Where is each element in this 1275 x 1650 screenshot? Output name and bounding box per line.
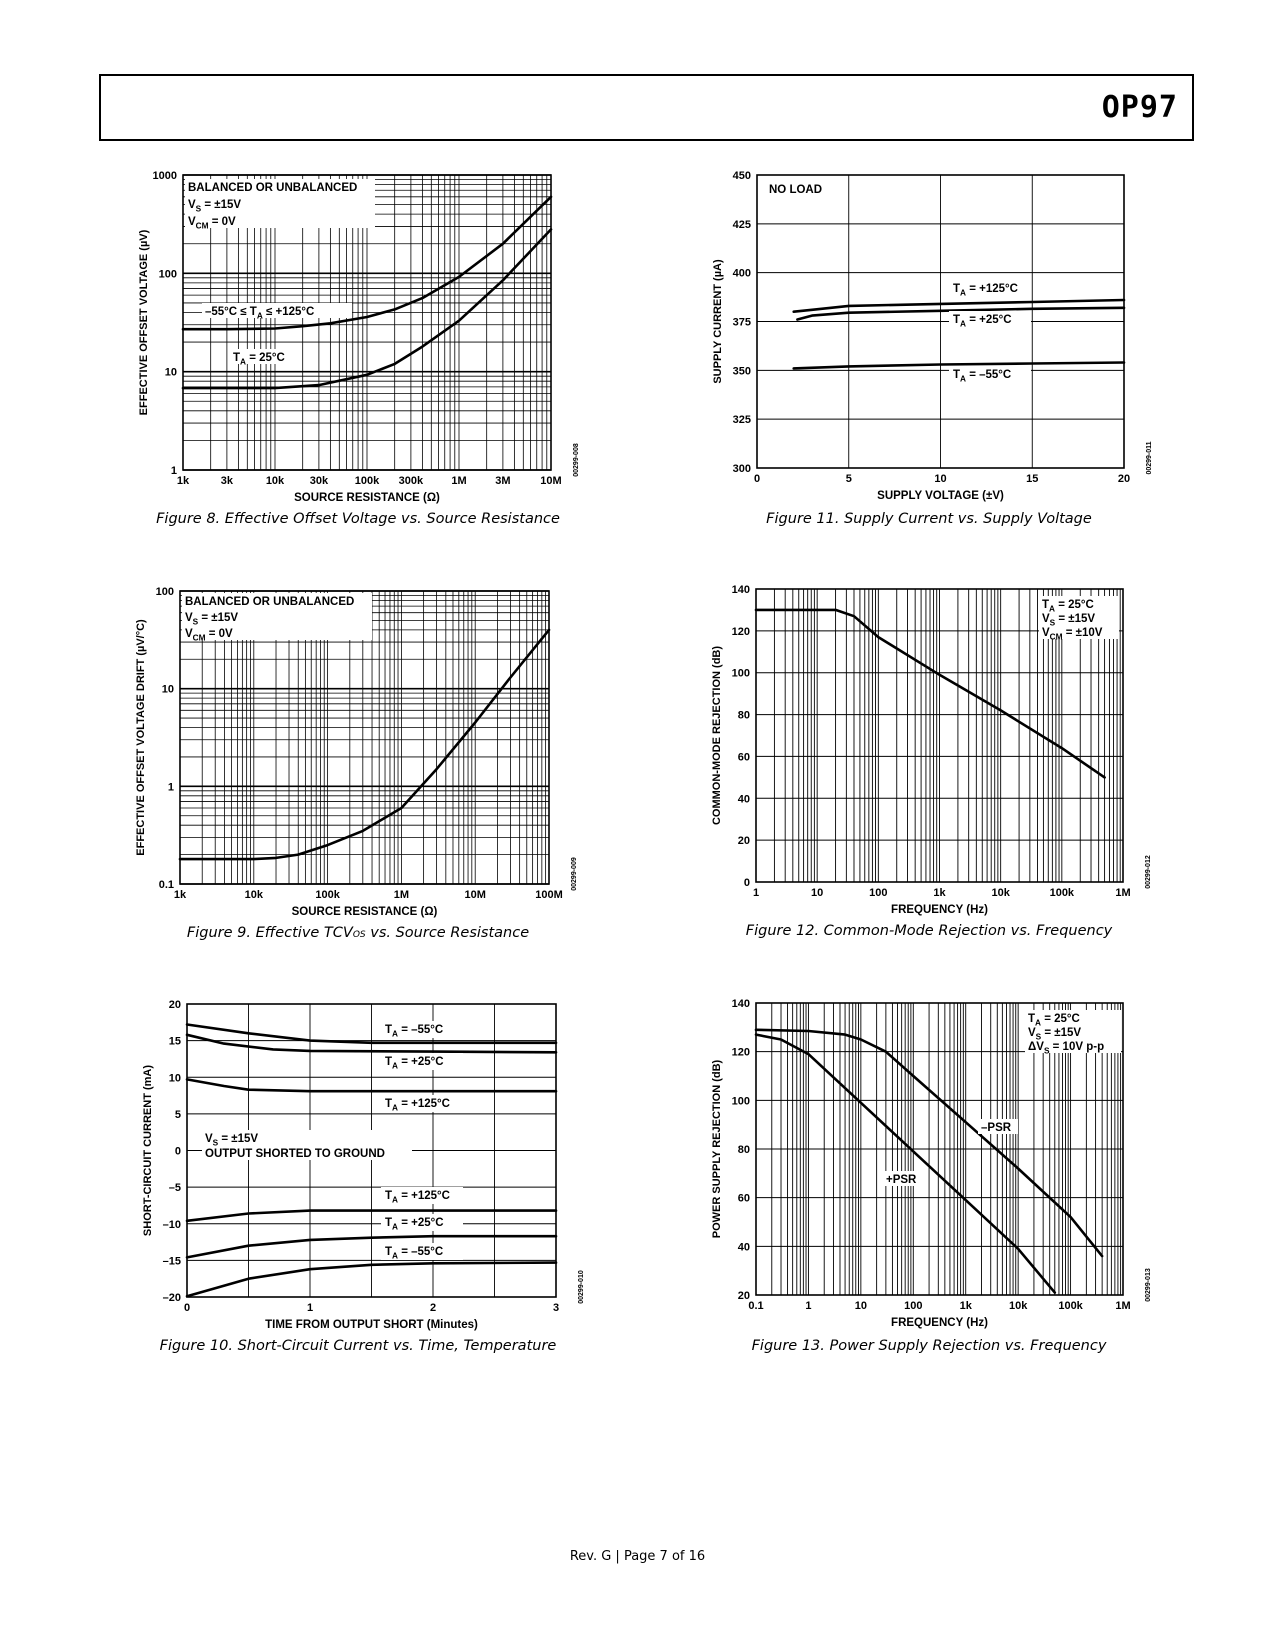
figure-code: 00299-009	[571, 857, 578, 891]
x-tick-label: 1	[306, 1302, 314, 1314]
y-tick-label: 1000	[152, 170, 177, 182]
figure-code: 00299-012	[1145, 855, 1152, 889]
y-tick-label: 0	[174, 1145, 181, 1158]
series-label: $T_A = +25^\circ C$	[385, 1217, 444, 1232]
y-tick-label: –10	[162, 1218, 181, 1231]
x-tick-label: 1k	[933, 887, 946, 899]
x-tick-label: 0.1	[748, 1300, 764, 1312]
y-axis-label: EFFECTIVE OFFSET VOLTAGE (µV)	[138, 229, 150, 416]
annotation-text: –PSR	[981, 1122, 1012, 1134]
y-tick-label: 120	[731, 1046, 750, 1059]
annotation-text: $-55^\circ C \le T_A \le +125^\circ C$	[205, 306, 315, 321]
series-label: $T_A = -55^\circ C$	[385, 1024, 444, 1039]
annotation-text: $V_{CM} = 0V$	[188, 216, 236, 231]
y-tick-label: 10	[164, 366, 177, 379]
y-axis-label: POWER SUPPLY REJECTION (dB)	[711, 1059, 723, 1239]
x-tick-label: 10k	[1008, 1300, 1028, 1312]
series-label: $T_A = +25^\circ C$	[953, 314, 1012, 329]
x-tick-label: 1	[752, 887, 760, 899]
x-tick-label: 1M	[1115, 1300, 1131, 1312]
annotation-text: $T_A = 25^\circ C$	[1042, 599, 1094, 614]
x-tick-label: 100M	[535, 889, 563, 901]
x-tick-label: 0	[753, 473, 761, 485]
annotation-text: $V_S = \pm 15V$	[185, 612, 239, 627]
figure-code: 00299-008	[573, 443, 580, 477]
y-tick-label: 100	[731, 1095, 750, 1108]
y-tick-label: 0.1	[158, 879, 174, 891]
page-footer: Rev. G | Page 7 of 16	[569, 1549, 706, 1564]
annotation-text: $V_{CM} = 0V$	[185, 628, 233, 643]
caption-fig9	[187, 925, 529, 941]
x-tick-label: 100k	[1058, 1300, 1083, 1312]
x-tick-label: 100k	[1049, 887, 1075, 899]
x-tick-label: 100k	[315, 889, 340, 901]
y-tick-label: 20	[737, 835, 750, 848]
caption-fig12: Figure 12. Common-Mode Rejection vs. Frequency	[745, 923, 1113, 939]
annotation-text: $V_{CM} = \pm 10V$	[1042, 627, 1103, 642]
x-axis-label: FREQUENCY (Hz)	[891, 1317, 988, 1329]
caption-fig13: Figure 13. Power Supply Rejection vs. Frequency	[751, 1338, 1107, 1354]
y-tick-label: 100	[155, 586, 174, 598]
y-tick-label: 300	[732, 463, 751, 475]
x-axis-label: SOURCE RESISTANCE (Ω)	[291, 906, 438, 918]
x-tick-label: 10k	[991, 887, 1010, 899]
annotation-text: BALANCED OR UNBALANCED	[188, 182, 358, 194]
annotation-text: NO LOAD	[769, 184, 823, 196]
x-tick-label: 5	[845, 473, 852, 485]
annotation-text: $V_S = \pm 15V$	[1028, 1027, 1082, 1042]
y-tick-label: 400	[732, 267, 751, 280]
caption-fig11: Figure 11. Supply Current vs. Supply Voltage	[766, 511, 1092, 527]
annotation-text: $T_A = 25^\circ C$	[233, 352, 285, 367]
x-tick-label: 10k	[244, 889, 263, 901]
caption-fig8: Figure 8. Effective Offset Voltage vs. Source Resistance	[156, 511, 560, 527]
x-axis-label: SOURCE RESISTANCE (Ω)	[294, 492, 440, 504]
y-tick-label: 1	[167, 781, 174, 794]
x-tick-label: 10	[811, 887, 824, 899]
x-tick-label: 10	[934, 473, 947, 485]
annotation-text: +PSR	[886, 1174, 917, 1186]
x-tick-label: 15	[1026, 473, 1039, 485]
y-tick-label: –20	[162, 1292, 181, 1304]
series-label: $T_A = -55^\circ C$	[385, 1246, 444, 1261]
annotation-text: $T_A = 25^\circ C$	[1028, 1013, 1080, 1028]
caption-fig10: Figure 10. Short-Circuit Current vs. Time, Temperature	[159, 1338, 557, 1354]
figure-code: 00299-010	[578, 1270, 585, 1304]
annotation-text: OUTPUT SHORTED TO GROUND	[205, 1148, 385, 1160]
annotation-text: $V_S = \pm 15V$	[188, 199, 242, 214]
x-tick-label: 3M	[495, 475, 511, 487]
part-number: OP97	[1101, 90, 1178, 125]
y-tick-label: 40	[737, 1241, 750, 1254]
x-axis-label: SUPPLY VOLTAGE (±V)	[877, 490, 1004, 502]
caption-fig9-sub: OS	[352, 930, 366, 940]
y-tick-label: 425	[732, 218, 751, 231]
x-tick-label: 10M	[540, 475, 562, 487]
y-tick-label: 120	[731, 625, 750, 638]
x-tick-label: 1	[805, 1300, 812, 1312]
y-tick-label: 100	[731, 667, 750, 680]
series-label: $T_A = +25^\circ C$	[385, 1056, 444, 1071]
y-tick-label: 10	[168, 1072, 181, 1085]
x-tick-label: 2	[429, 1302, 437, 1314]
x-axis-label: FREQUENCY (Hz)	[891, 904, 988, 916]
annotation-text: $V_S = \pm 15V$	[205, 1133, 259, 1148]
x-tick-label: 100	[869, 887, 888, 899]
y-tick-label: 140	[731, 584, 750, 596]
x-tick-label: 100	[904, 1300, 923, 1312]
series-label: $T_A = +125^\circ C$	[385, 1098, 450, 1113]
x-tick-label: 1M	[451, 475, 467, 487]
x-tick-label: 300k	[398, 475, 424, 487]
y-tick-label: 20	[737, 1290, 750, 1302]
y-tick-label: 140	[731, 998, 750, 1010]
y-tick-label: 80	[737, 709, 750, 722]
x-tick-label: 1k	[173, 889, 187, 901]
x-tick-label: 1M	[1115, 887, 1131, 899]
annotation-text: BALANCED OR UNBALANCED	[185, 596, 355, 608]
y-tick-label: 350	[732, 365, 751, 378]
y-axis-label: EFFECTIVE OFFSET VOLTAGE DRIFT (µV/°C)	[135, 619, 147, 856]
figure-code: 00299-011	[1146, 441, 1153, 475]
annotation-text: $V_S = \pm 15V$	[1042, 613, 1096, 628]
y-tick-label: 20	[168, 999, 181, 1011]
y-axis-label: SHORT-CIRCUIT CURRENT (mA)	[142, 1064, 154, 1237]
y-tick-label: 375	[732, 316, 751, 329]
series-label: $T_A = -55^\circ C$	[953, 369, 1012, 384]
x-tick-label: 10M	[464, 889, 486, 901]
x-tick-label: 3	[552, 1302, 560, 1314]
y-tick-label: 80	[737, 1144, 750, 1156]
y-tick-label: 1	[170, 465, 177, 477]
y-tick-label: 10	[161, 683, 174, 696]
x-tick-label: 30k	[309, 475, 329, 487]
x-tick-label: 3k	[220, 475, 234, 487]
x-tick-label: 1M	[393, 889, 410, 901]
annotation-text: $\Delta V_S = 10V$ p-p	[1028, 1041, 1105, 1056]
y-tick-label: 5	[174, 1108, 181, 1121]
y-tick-label: –5	[168, 1182, 181, 1195]
x-tick-label: 100k	[354, 475, 380, 487]
y-tick-label: 60	[737, 1192, 750, 1205]
y-tick-label: 60	[737, 751, 750, 764]
y-axis-label: COMMON-MODE REJECTION (dB)	[711, 645, 723, 826]
y-tick-label: 100	[158, 268, 177, 281]
figure-code: 00299-013	[1145, 1268, 1152, 1302]
y-tick-label: –15	[162, 1255, 181, 1268]
y-tick-label: 325	[732, 414, 751, 427]
x-tick-label: 1k	[176, 475, 190, 487]
series-label: $T_A = +125^\circ C$	[385, 1190, 450, 1205]
x-axis-label: TIME FROM OUTPUT SHORT (Minutes)	[265, 1319, 478, 1331]
x-tick-label: 10	[854, 1300, 867, 1312]
x-tick-label: 20	[1117, 473, 1131, 485]
y-tick-label: 15	[168, 1035, 181, 1048]
caption-fig9-main: Figure 9. Effective TCV	[186, 925, 353, 941]
y-tick-label: 450	[732, 170, 751, 182]
x-tick-label: 10k	[265, 475, 285, 487]
x-tick-label: 0	[183, 1302, 191, 1314]
caption-fig9-tail: vs. Source Resistance	[365, 925, 530, 941]
x-tick-label: 1k	[959, 1300, 972, 1312]
series-label: $T_A = +125^\circ C$	[953, 283, 1018, 298]
y-tick-label: 40	[737, 793, 750, 806]
y-tick-label: 0	[743, 877, 750, 889]
y-axis-label: SUPPLY CURRENT (µA)	[712, 259, 724, 384]
